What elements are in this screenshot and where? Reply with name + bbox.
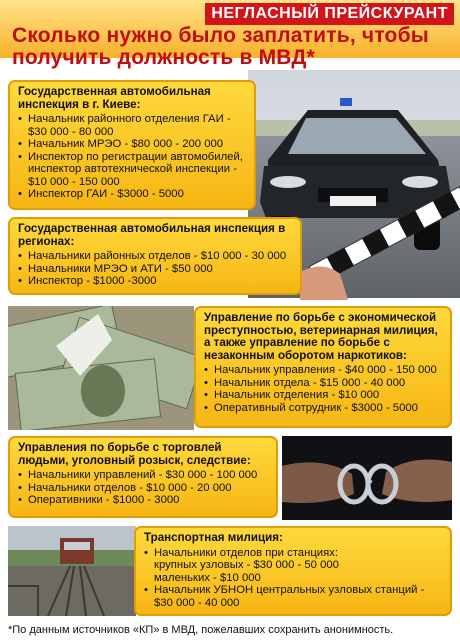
list-item <box>144 547 444 585</box>
list-item: • Оперативники - $1000 - 3000 <box>18 494 270 507</box>
dollars-photo <box>8 306 194 430</box>
handcuffs-photo <box>282 436 452 520</box>
list-item: • Начальники управлений - $30 000 - 100 000 <box>18 469 270 482</box>
list-item: • Оперативный сотрудник - $3000 - 5000 <box>204 402 444 415</box>
list-item: • Инспектор по регистрации автомобилей, инспектор автотехнической инспекции - $10 000 - 150 000 <box>18 151 248 189</box>
section-title: Транспортная милиция: <box>144 531 283 544</box>
list-item: • Начальник отдела - $15 000 - 40 000 <box>204 377 444 390</box>
list-item: • Начальники МРЭО и АТИ - $50 000 <box>18 263 294 276</box>
list-item: • Начальники районных отделов - $10 000 - 30 000 <box>18 250 294 263</box>
sub-item: крупных узловых - $30 000 - 50 000 <box>154 559 339 571</box>
list-item: • Инспектор ГАИ - $3000 - 5000 <box>18 188 248 201</box>
railway-photo <box>8 526 136 616</box>
footnote: *По данным источников «КП» в МВД, пожелавших сохранить анонимность. <box>8 624 394 636</box>
stamp-label: НЕГЛАСНЫЙ ПРЕЙСКУРАНТ <box>205 3 454 25</box>
section-card-trafficking <box>8 436 278 518</box>
section-card-kyiv-gai <box>8 80 256 210</box>
list-item: • Начальник УБНОН центральных узловых станций - $30 000 - 40 000 <box>144 584 444 609</box>
section-title: Управления по борьбе с торговлей людьми, уголовный розыск, следствие: <box>18 441 251 467</box>
section-title: Государственная автомобильная инспекция в регионах: <box>18 222 286 248</box>
section-title: Государственная автомобильная инспекция в г. Киеве: <box>18 85 211 111</box>
page-title: Сколько нужно было заплатить, чтобы получить должность в МВД* <box>12 24 429 69</box>
barrier-photo <box>300 176 460 300</box>
list-item: • Инспектор - $1000 -3000 <box>18 275 294 288</box>
list-item: • Начальник МРЭО - $80 000 - 200 000 <box>18 138 248 151</box>
section-card-transport <box>134 526 452 616</box>
list-item-label: Начальники отделов при станциях: <box>154 546 339 559</box>
section-card-economic-crimes <box>194 306 452 428</box>
list-item: • Начальник отделения - $10 000 <box>204 389 444 402</box>
list-item: • Начальник управления - $40 000 - 150 000 <box>204 364 444 377</box>
list-item: • Начальник районного отделения ГАИ - $30 000 - 80 000 <box>18 113 248 138</box>
section-card-regions-gai <box>8 217 302 295</box>
siren-light <box>340 98 352 106</box>
sub-item: маленьких - $10 000 <box>154 571 261 584</box>
list-item: • Начальники отделов - $10 000 - 20 000 <box>18 482 270 495</box>
section-title: Управление по борьбе с экономической преступностью, ветеринарная милиция, а также управление по борьбе с незаконным оборотом наркотиков: <box>204 311 438 362</box>
